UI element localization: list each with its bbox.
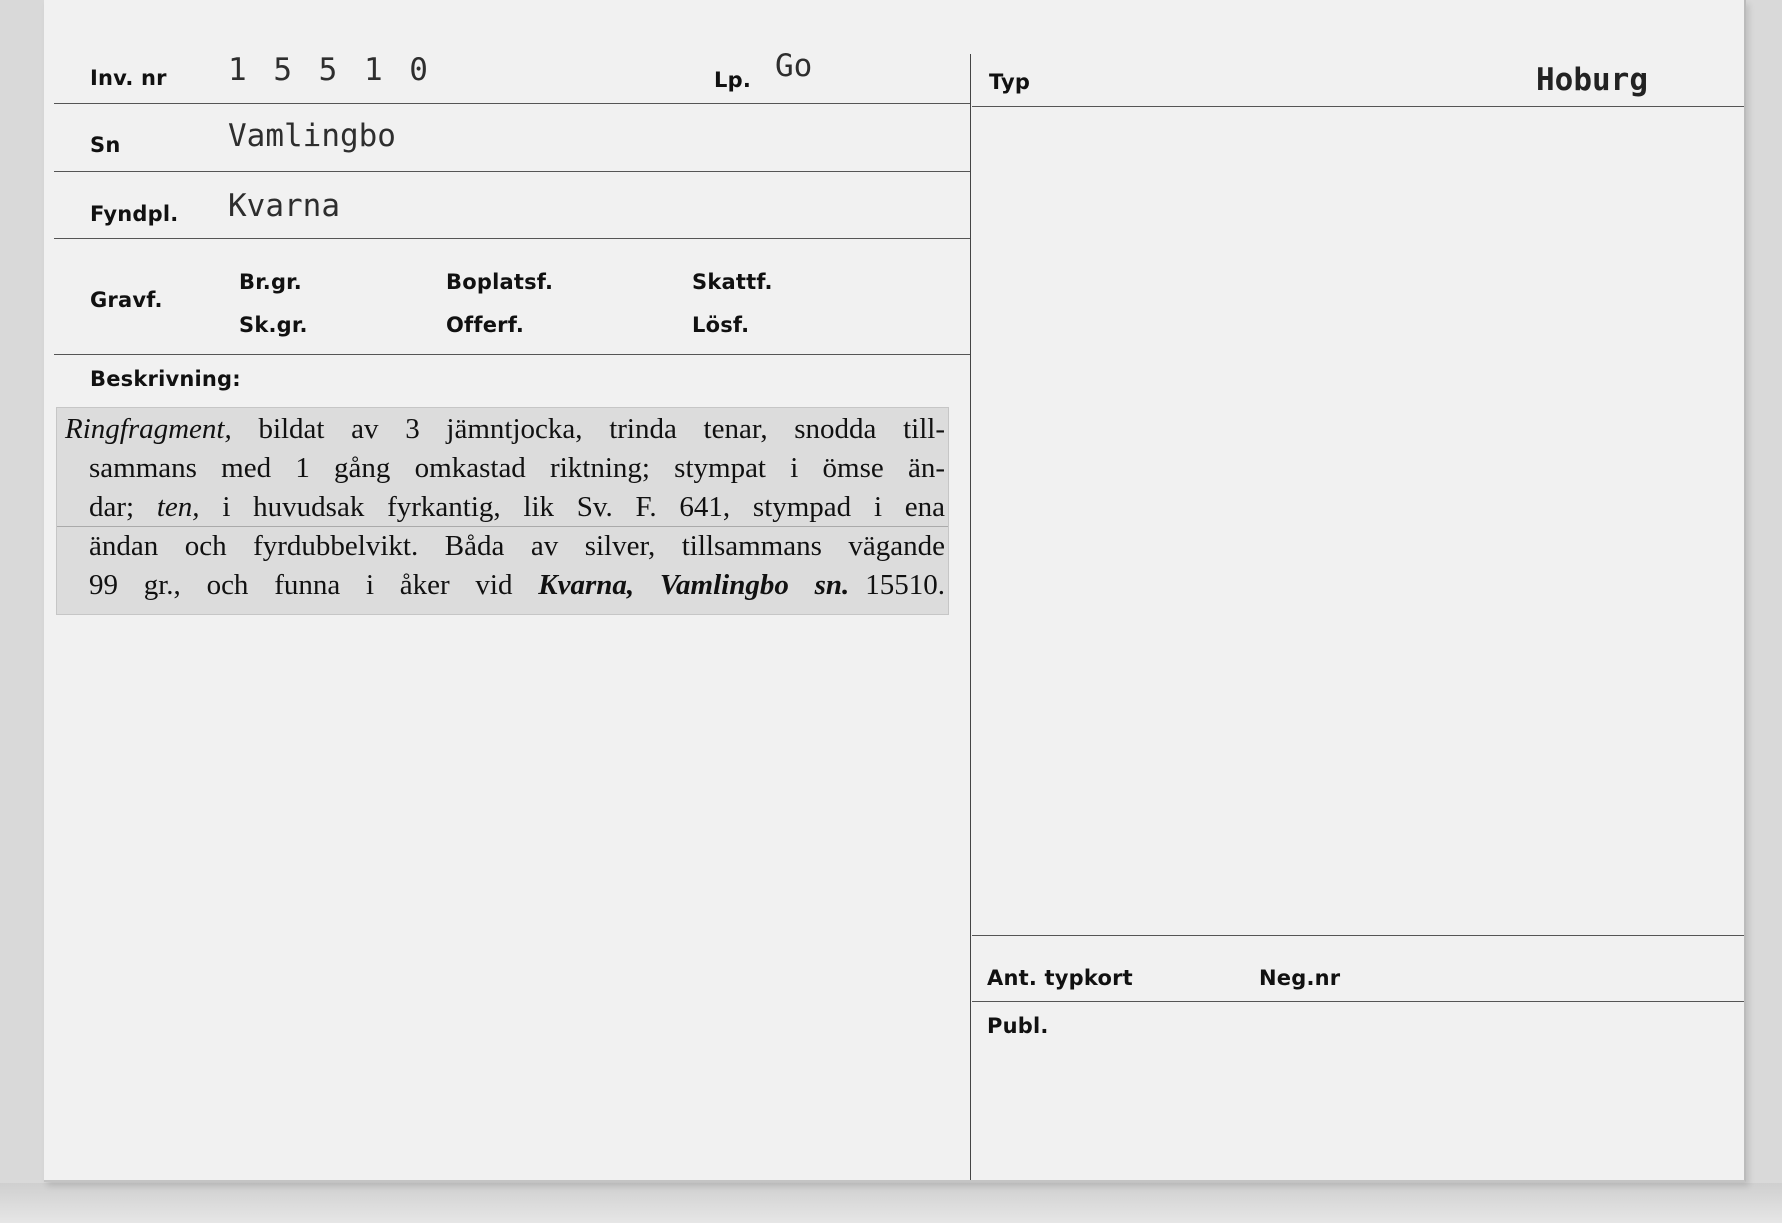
description-line-2: sammans med 1 gång omkastad riktning; stympat i ömse än- [89,452,945,484]
inv-nr-label: Inv. nr [90,66,167,90]
description-line-5-pre: 99 gr., och funna i åker vid [89,569,513,601]
typ-value: Hoburg [1536,62,1648,98]
fyndpl-value: Kvarna [228,188,340,224]
skattf-label: Skattf. [692,270,773,294]
inv-nr-value: 1 5 5 1 0 [228,52,432,88]
fyndpl-label: Fyndpl. [90,202,179,226]
ant-typkort-label: Ant. typkort [987,966,1133,990]
sn-label: Sn [90,133,121,157]
beskrivning-label: Beskrivning: [90,367,241,391]
description-line-3-pre: dar; [89,491,135,523]
typ-label: Typ [989,70,1031,94]
losf-label: Lösf. [692,313,750,337]
sk-gr-label: Sk.gr. [239,313,308,337]
description-line-1 [65,410,945,449]
boplatsf-label: Boplatsf. [446,270,554,294]
rule-gravf [54,354,970,355]
br-gr-label: Br.gr. [239,270,302,294]
description-place: Kvarna, Vamlingbo sn. [538,569,850,601]
description-line-3 [65,488,945,527]
rule-inv [54,103,970,104]
description-clipping [56,407,949,615]
rule-neg-nr [972,1001,1744,1002]
offerf-label: Offerf. [446,313,525,337]
description-text [65,410,945,605]
description-line-5 [65,566,945,605]
description-line-1-text: bildat av 3 jämntjocka, trinda tenar, snodda till- [258,413,945,445]
description-line-4: ändan och fyrdubbelvikt. Båda av silver, tillsammans vägande [89,530,945,562]
gravf-label: Gravf. [90,288,163,312]
rule-sn [54,171,970,172]
rule-typ [972,106,1744,107]
column-divider [970,54,971,1180]
description-inv-ref: 15510. [865,569,945,601]
lp-value: Go [775,48,813,84]
rule-ant-typkort [972,935,1744,936]
publ-label: Publ. [987,1014,1049,1038]
description-line-3-text: i huvudsak fyrkantig, lik Sv. F. 641, stympad i ena [222,491,946,523]
neg-nr-label: Neg.nr [1259,966,1341,990]
lp-label: Lp. [714,68,751,92]
rule-fyndpl [54,238,970,239]
table-surface [0,1183,1782,1223]
description-title: Ringfragment, [65,413,232,445]
sn-value: Vamlingbo [228,118,396,154]
description-line-3-italic: ten, [156,491,200,523]
